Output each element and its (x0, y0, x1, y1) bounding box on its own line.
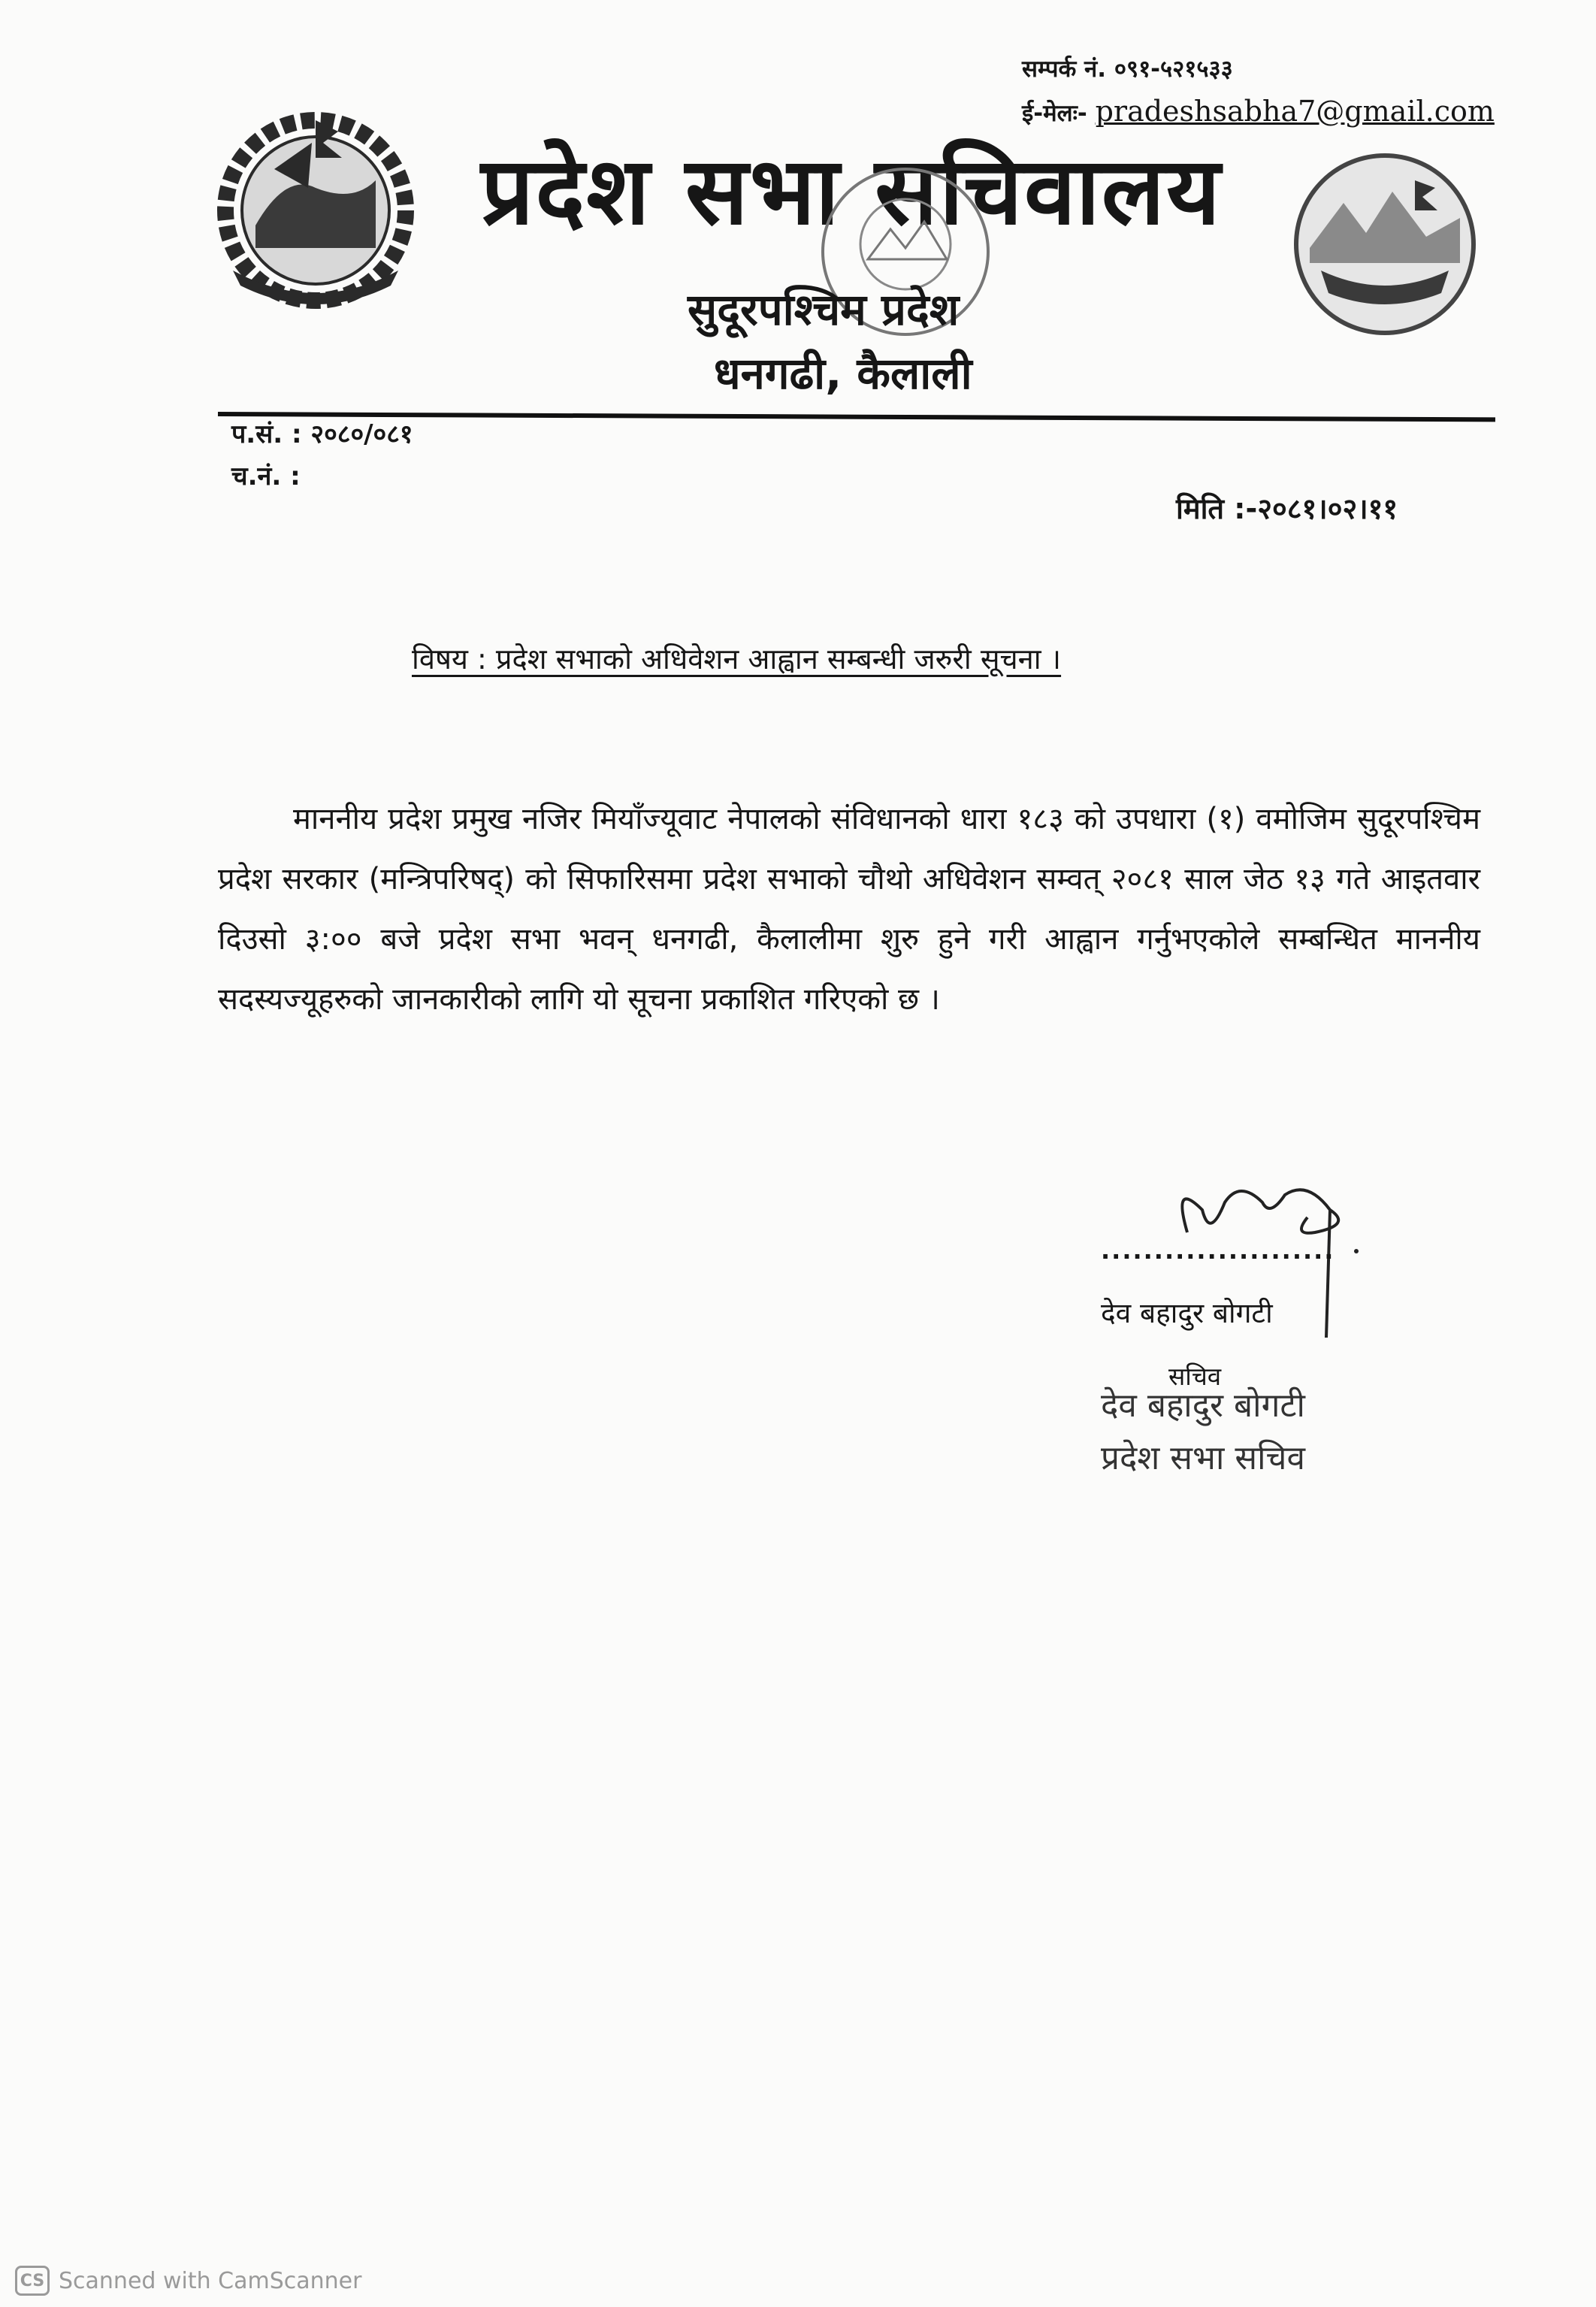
camscanner-logo-icon: CS (15, 2266, 50, 2296)
reference-block (231, 413, 413, 497)
office-title: प्रदेश सभा सचिवालय (481, 138, 1222, 246)
letter-body: माननीय प्रदेश प्रमुख नजिर मियाँज्यूवाट नेपालको संविधानको धारा १८३ को उपधारा (१) वमोजिम सुदूरपश्चिम प्रदेश सरकार (मन्त्रिपरिषद्) को सिफारिसमा प्रदेश सभाको चौथो अधिवेशन सम्वत् २०८१ साल जेठ १३ गते आइतवार दिउसो ३:०० बजे प्रदेश सभा भवन् धनगढी, कैलालीमा शुरु हुने गरी आह्वान गर्नुभएकोले सम्बन्धित माननीय सदस्यज्यूहरुको जानकारीको लागि यो सूचना प्रकाशित गरिएको छ । (218, 802, 1480, 1017)
province-emblem-icon (1291, 150, 1479, 338)
letter-number: प.सं. : २०८०/०८१ (231, 419, 413, 449)
signer-name: देव बहादुर बोगटी (1101, 1297, 1273, 1329)
seal-title: सचिव (1168, 1362, 1222, 1391)
contact-email-link[interactable]: pradeshsabha7@gmail.com (1095, 95, 1495, 128)
signature-line: ...................... (1101, 1236, 1335, 1265)
nepal-emblem-icon (203, 98, 428, 316)
office-location: धनगढी, कैलाली (714, 348, 972, 399)
letter-subject: विषय : प्रदेश सभाको अधिवेशन आह्वान सम्बन्धी जरुरी सूचना । (412, 643, 1062, 676)
province-name: सुदूरपश्चिम प्रदेश (688, 284, 960, 335)
contact-phone: सम्पर्क नं. ०९१-५२१५३३ (1022, 56, 1233, 83)
letter-date: मिति :-२०८१।०२।११ (1176, 492, 1398, 525)
scanner-text: Scanned with CamScanner (59, 2267, 362, 2294)
seal-signer-name: देव बहादुर बोगटी (1101, 1386, 1305, 1425)
scanner-watermark (15, 2266, 361, 2296)
contact-email-label: ई-मेलः- (1022, 100, 1087, 127)
dispatch-number: च.नं. : (231, 461, 301, 491)
seal-designation: प्रदेश सभा सचिव (1101, 1439, 1305, 1477)
contact-block (1022, 48, 1495, 135)
